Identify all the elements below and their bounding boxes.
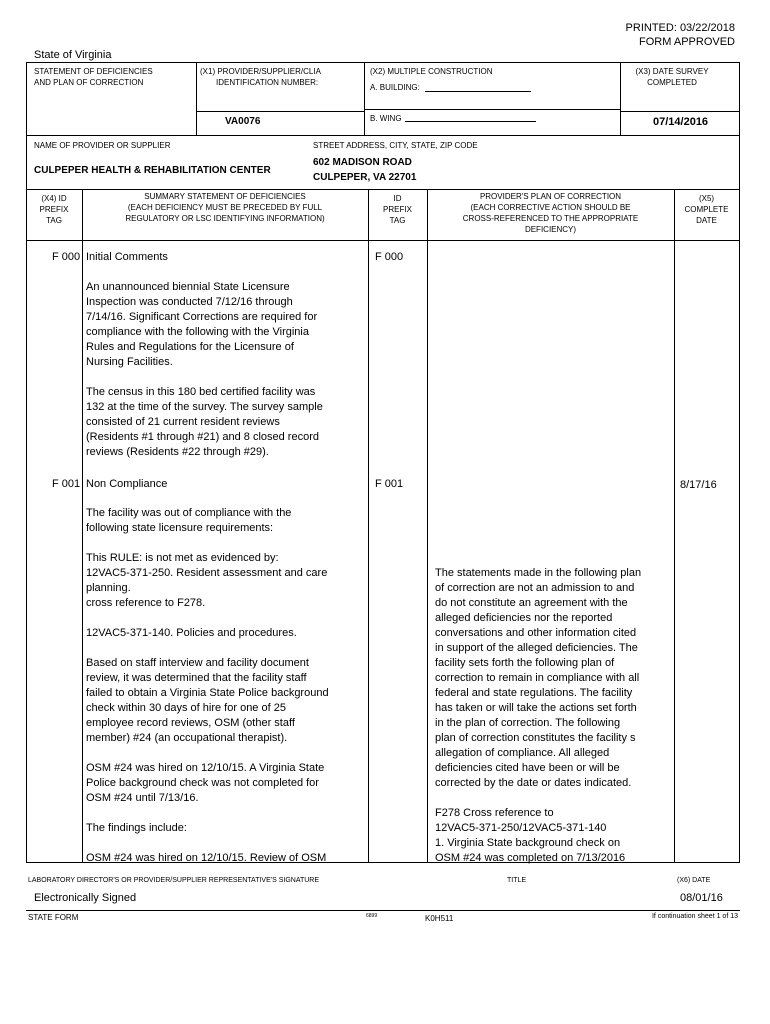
paragraph: This RULE: is not met as evidenced by: 12VAC5-371-250. Resident assessment and care planning. cross reference to F278. <box>86 552 328 609</box>
wing-field: B. WING <box>370 114 402 123</box>
paragraph: The facility was out of compliance with the following state licensure requirements: <box>86 507 292 534</box>
paragraph: OSM #24 was hired on 12/10/15. A Virginia State Police background check was not completed for OSM #24 until 7/13/16. <box>86 762 325 804</box>
x2-label: (X2) MULTIPLE CONSTRUCTION <box>370 67 493 76</box>
x3-label: (X3) DATE SURVEY COMPLETED <box>635 67 709 87</box>
x5-header: (X5) COMPLETE DATE <box>684 194 729 225</box>
summary-header: SUMMARY STATEMENT OF DEFICIENCIES (EACH DEFICIENCY MUST BE PRECEDED BY FULL REGULATORY OR LSC IDENTIFYING INFORMATION) <box>125 192 325 223</box>
complete-date: 8/17/16 <box>680 479 717 491</box>
provider-name-label: NAME OF PROVIDER OR SUPPLIER <box>34 141 171 150</box>
paragraph: The statements made in the following plan of correction are not an admission to and do not constitute an agreement with the alleged deficiencies nor the reported conversations and other information cited in support of the alleged deficiencies. The facility sets forth the following plan of correction to remain in compliance with all federal and state regulations. The facility has taken or will take the actions set forth in the plan of correction. The following plan of correction constitutes the facility s allegation of compliance. All alleged deficiencies cited have been or will be corrected by the date or dates indicated. <box>435 567 642 789</box>
provider-id-number: VA0076 <box>225 116 261 127</box>
form-status: FORM APPROVED <box>639 36 735 48</box>
continuation-sheet: If continuation sheet 1 of 13 <box>651 913 738 920</box>
prefix-tag: F 000 <box>52 251 81 263</box>
paragraph: The findings include: <box>86 822 187 834</box>
printed-date: PRINTED: 03/22/2018 <box>625 22 735 34</box>
event-id: K0H511 <box>425 914 454 923</box>
address-label: STREET ADDRESS, CITY, STATE, ZIP CODE <box>313 141 478 150</box>
paragraph: F278 Cross reference to 12VAC5-371-250/12VAC5-371-140 1. Virginia State background check on OSM #24 was completed on 7/13/2016 <box>435 807 626 864</box>
plan-of-correction-text <box>435 566 641 866</box>
statement-label: STATEMENT OF DEFICIENCIES AND PLAN OF CORRECTION <box>34 67 153 87</box>
signed-date: 08/01/16 <box>680 892 723 904</box>
title-label: TITLE <box>507 877 527 884</box>
form-name: STATE FORM <box>28 913 79 922</box>
id-header: ID PREFIX TAG <box>383 194 412 225</box>
signature-label: LABORATORY DIRECTOR'S OR PROVIDER/SUPPLIER REPRESENTATIVE'S SIGNATURE <box>28 877 320 884</box>
paragraph: OSM #24 was hired on 12/10/15. Review of OSM <box>86 852 327 864</box>
address-line1: 602 MADISON ROAD <box>313 157 412 168</box>
state-name: State of Virginia <box>34 49 112 61</box>
id-prefix-tag: F 001 <box>375 478 404 490</box>
plan-header: PROVIDER'S PLAN OF CORRECTION (EACH CORRECTIVE ACTION SHOULD BE CROSS-REFERENCED TO THE APPROPRIATE DEFICIENCY) <box>462 192 639 234</box>
date-label: (X6) DATE <box>677 877 711 884</box>
paragraph: An unannounced biennial State Licensure Inspection was conducted 7/12/16 through 7/14/16. Significant Corrections are required for compliance with the following with the Virginia Rules and Regulations for the Licensure of Nursing Facilities. <box>86 281 318 368</box>
address-line2: CULPEPER, VA 22701 <box>313 172 417 183</box>
deficiency-text <box>86 280 323 460</box>
signature-value: Electronically Signed <box>34 892 137 904</box>
building-field: A. BUILDING: <box>370 83 420 92</box>
paragraph: The census in this 180 bed certified facility was 132 at the time of the survey. The survey sample consisted of 21 current resident reviews (Residents #1 through #21) and 8 closed record reviews (Residents #22 through #29). <box>86 386 323 458</box>
paragraph: 12VAC5-371-140. Policies and procedures. <box>86 627 297 639</box>
prefix-tag: F 001 <box>52 478 81 490</box>
paragraph: Based on staff interview and facility document review, it was determined that the facility staff failed to obtain a Virginia State Police background check within 30 days of hire for one of 25 employee record reviews, OSM (other staff member) #24 (an occupational therapist). <box>86 657 329 744</box>
deficiency-title: Non Compliance <box>86 478 168 490</box>
x1-label: (X1) PROVIDER/SUPPLIER/CLIA IDENTIFICATION NUMBER: <box>200 67 321 87</box>
deficiency-text <box>86 506 329 866</box>
form-number: 6899 <box>366 913 378 919</box>
provider-name: CULPEPER HEALTH & REHABILITATION CENTER <box>34 165 271 176</box>
survey-completed-date: 07/14/2016 <box>653 116 709 128</box>
x4-header: (X4) ID PREFIX TAG <box>39 194 69 225</box>
deficiency-title: Initial Comments <box>86 251 168 263</box>
id-prefix-tag: F 000 <box>375 251 404 263</box>
